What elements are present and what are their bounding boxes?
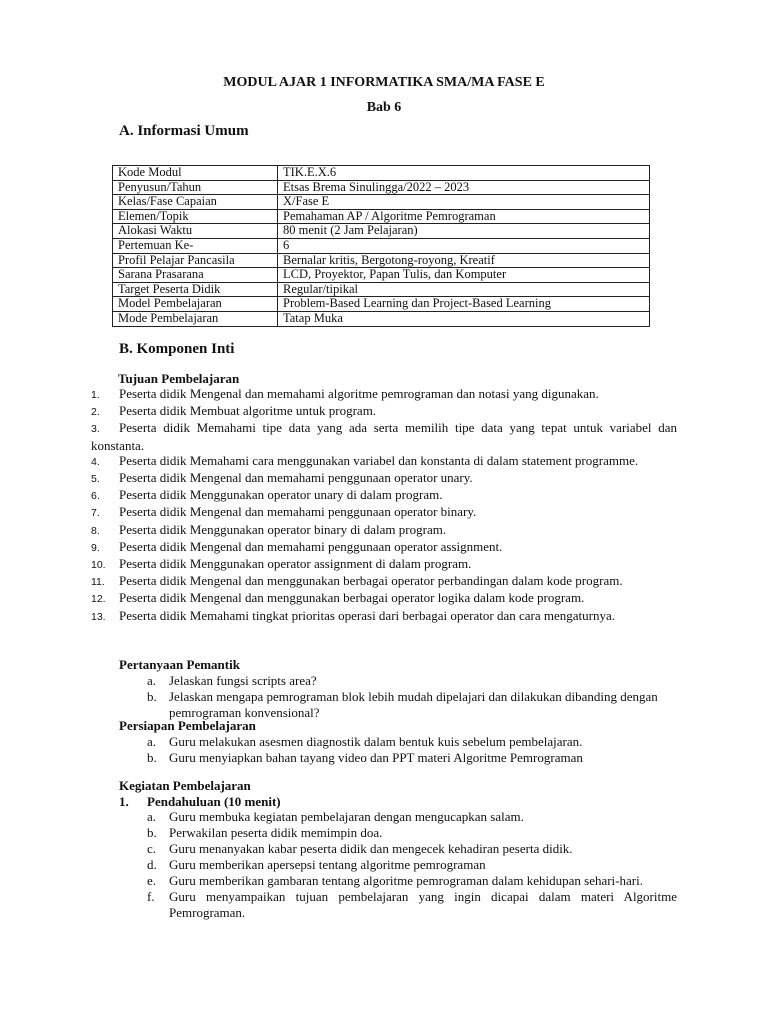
list-item: f. Guru menyampaikan tujuan pembelajaran yang ingin dicapai dalam materi Algoritme Pemrograman.	[147, 889, 677, 920]
list-item: 3. Peserta didik Memahami tipe data yang ada serta memilih tipe data yang tepat untuk variabel dan konstanta.	[91, 420, 677, 453]
section-a-heading: A. Informasi Umum	[119, 123, 249, 139]
chapter-label: Bab 6	[366, 100, 402, 115]
row-value: Pemahaman AP / Algoritme Pemrograman	[278, 209, 650, 224]
step-title: Pendahuluan (10 menit)	[147, 794, 281, 809]
row-key: Alokasi Waktu	[113, 224, 278, 239]
list-item: a. Guru melakukan asesmen diagnostik dalam bentuk kuis sebelum pembelajaran.	[147, 734, 583, 749]
row-value: Etsas Brema Sinulingga/2022 – 2023	[278, 180, 650, 195]
persiapan-list	[147, 734, 687, 766]
row-key: Pertemuan Ke-	[113, 238, 278, 253]
list-item: 7. Peserta didik Mengenal dan memahami penggunaan operator binary.	[91, 504, 477, 520]
table-row	[113, 166, 650, 181]
row-value: Tatap Muka	[278, 311, 650, 326]
row-key: Mode Pembelajaran	[113, 311, 278, 326]
step-number: 1.	[119, 794, 129, 809]
row-value: Problem-Based Learning dan Project-Based Learning	[278, 297, 650, 312]
persiapan-heading: Persiapan Pembelajaran	[119, 718, 256, 733]
list-item: b. Guru menyiapkan bahan tayang video dan PPT materi Algoritme Pemrograman	[147, 750, 583, 765]
list-item: 8. Peserta didik Menggunakan operator binary di dalam program.	[91, 521, 447, 537]
list-item: c. Guru menanyakan kabar peserta didik dan mengecek kehadiran peserta didik.	[147, 841, 573, 856]
list-item: 9. Peserta didik Mengenal dan memahami penggunaan operator assignment.	[91, 538, 503, 554]
document-title: MODUL AJAR 1 INFORMATIKA SMA/MA FASE E	[223, 75, 545, 90]
list-item: e. Guru memberikan gambaran tentang algoritme pemrograman dalam kehidupan sehari-hari.	[147, 873, 643, 888]
list-item: 1. Peserta didik Mengenal dan memahami algoritme pemrograman dan notasi yang digunakan.	[91, 386, 599, 401]
section-b-heading: B. Komponen Inti	[119, 341, 235, 357]
list-item: b. Perwakilan peserta didik memimpin doa.	[147, 825, 383, 840]
list-item: 4. Peserta didik Memahami cara menggunakan variabel dan konstanta di dalam statement programme.	[91, 452, 639, 468]
pemantik-list	[147, 673, 667, 721]
table-row	[113, 209, 650, 224]
row-key: Sarana Prasarana	[113, 268, 278, 283]
list-item: 5. Peserta didik Mengenal dan memahami penggunaan operator unary.	[91, 470, 473, 486]
list-item: 10. Peserta didik Menggunakan operator assignment di dalam program.	[91, 556, 472, 572]
row-key: Kelas/Fase Capaian	[113, 195, 278, 210]
row-value: Regular/tipikal	[278, 282, 650, 297]
row-value: X/Fase E	[278, 195, 650, 210]
row-key: Kode Modul	[113, 166, 278, 181]
tujuan-list	[91, 386, 677, 625]
row-key: Target Peserta Didik	[113, 282, 278, 297]
list-item: 6. Peserta didik Menggunakan operator unary di dalam program.	[91, 487, 443, 503]
table-row	[113, 238, 650, 253]
list-item: 2. Peserta didik Membuat algoritme untuk program.	[91, 403, 377, 419]
table-row	[113, 282, 650, 297]
table-row	[113, 268, 650, 283]
list-item: 12. Peserta didik Mengenal dan menggunakan berbagai operator logika dalam kode program.	[91, 590, 585, 606]
row-value: 6	[278, 238, 650, 253]
list-item: b. Jelaskan mengapa pemrograman blok lebih mudah dipelajari dan dilakukan dibanding dengan pemrograman konvensional?	[147, 689, 658, 720]
row-key: Elemen/Topik	[113, 209, 278, 224]
list-item: 11. Peserta didik Mengenal dan menggunakan berbagai operator perbandingan dalam kode program.	[91, 573, 623, 589]
table-row	[113, 224, 650, 239]
row-key: Profil Pelajar Pancasila	[113, 253, 278, 268]
pemantik-heading: Pertanyaan Pemantik	[119, 657, 240, 672]
list-item: a. Guru membuka kegiatan pembelajaran dengan mengucapkan salam.	[147, 809, 524, 824]
list-item: d. Guru memberikan apersepsi tentang algoritme pemrograman	[147, 857, 486, 872]
list-item: 13. Peserta didik Memahami tingkat prioritas operasi dari berbagai operator dan cara mengaturnya.	[91, 607, 615, 623]
kegiatan-list	[147, 809, 677, 921]
tujuan-heading: Tujuan Pembelajaran	[118, 371, 240, 386]
info-table	[112, 165, 650, 327]
table-row	[113, 180, 650, 195]
table-row	[113, 297, 650, 312]
row-value: Bernalar kritis, Bergotong-royong, Kreatif	[278, 253, 650, 268]
row-key: Penyusun/Tahun	[113, 180, 278, 195]
row-key: Model Pembelajaran	[113, 297, 278, 312]
table-row	[113, 195, 650, 210]
table-row	[113, 311, 650, 326]
kegiatan-heading: Kegiatan Pembelajaran	[119, 778, 251, 793]
list-item: a. Jelaskan fungsi scripts area?	[147, 673, 317, 688]
row-value: 80 menit (2 Jam Pelajaran)	[278, 224, 650, 239]
table-row	[113, 253, 650, 268]
row-value: LCD, Proyektor, Papan Tulis, dan Komputer	[278, 268, 650, 283]
row-value: TIK.E.X.6	[278, 166, 650, 181]
